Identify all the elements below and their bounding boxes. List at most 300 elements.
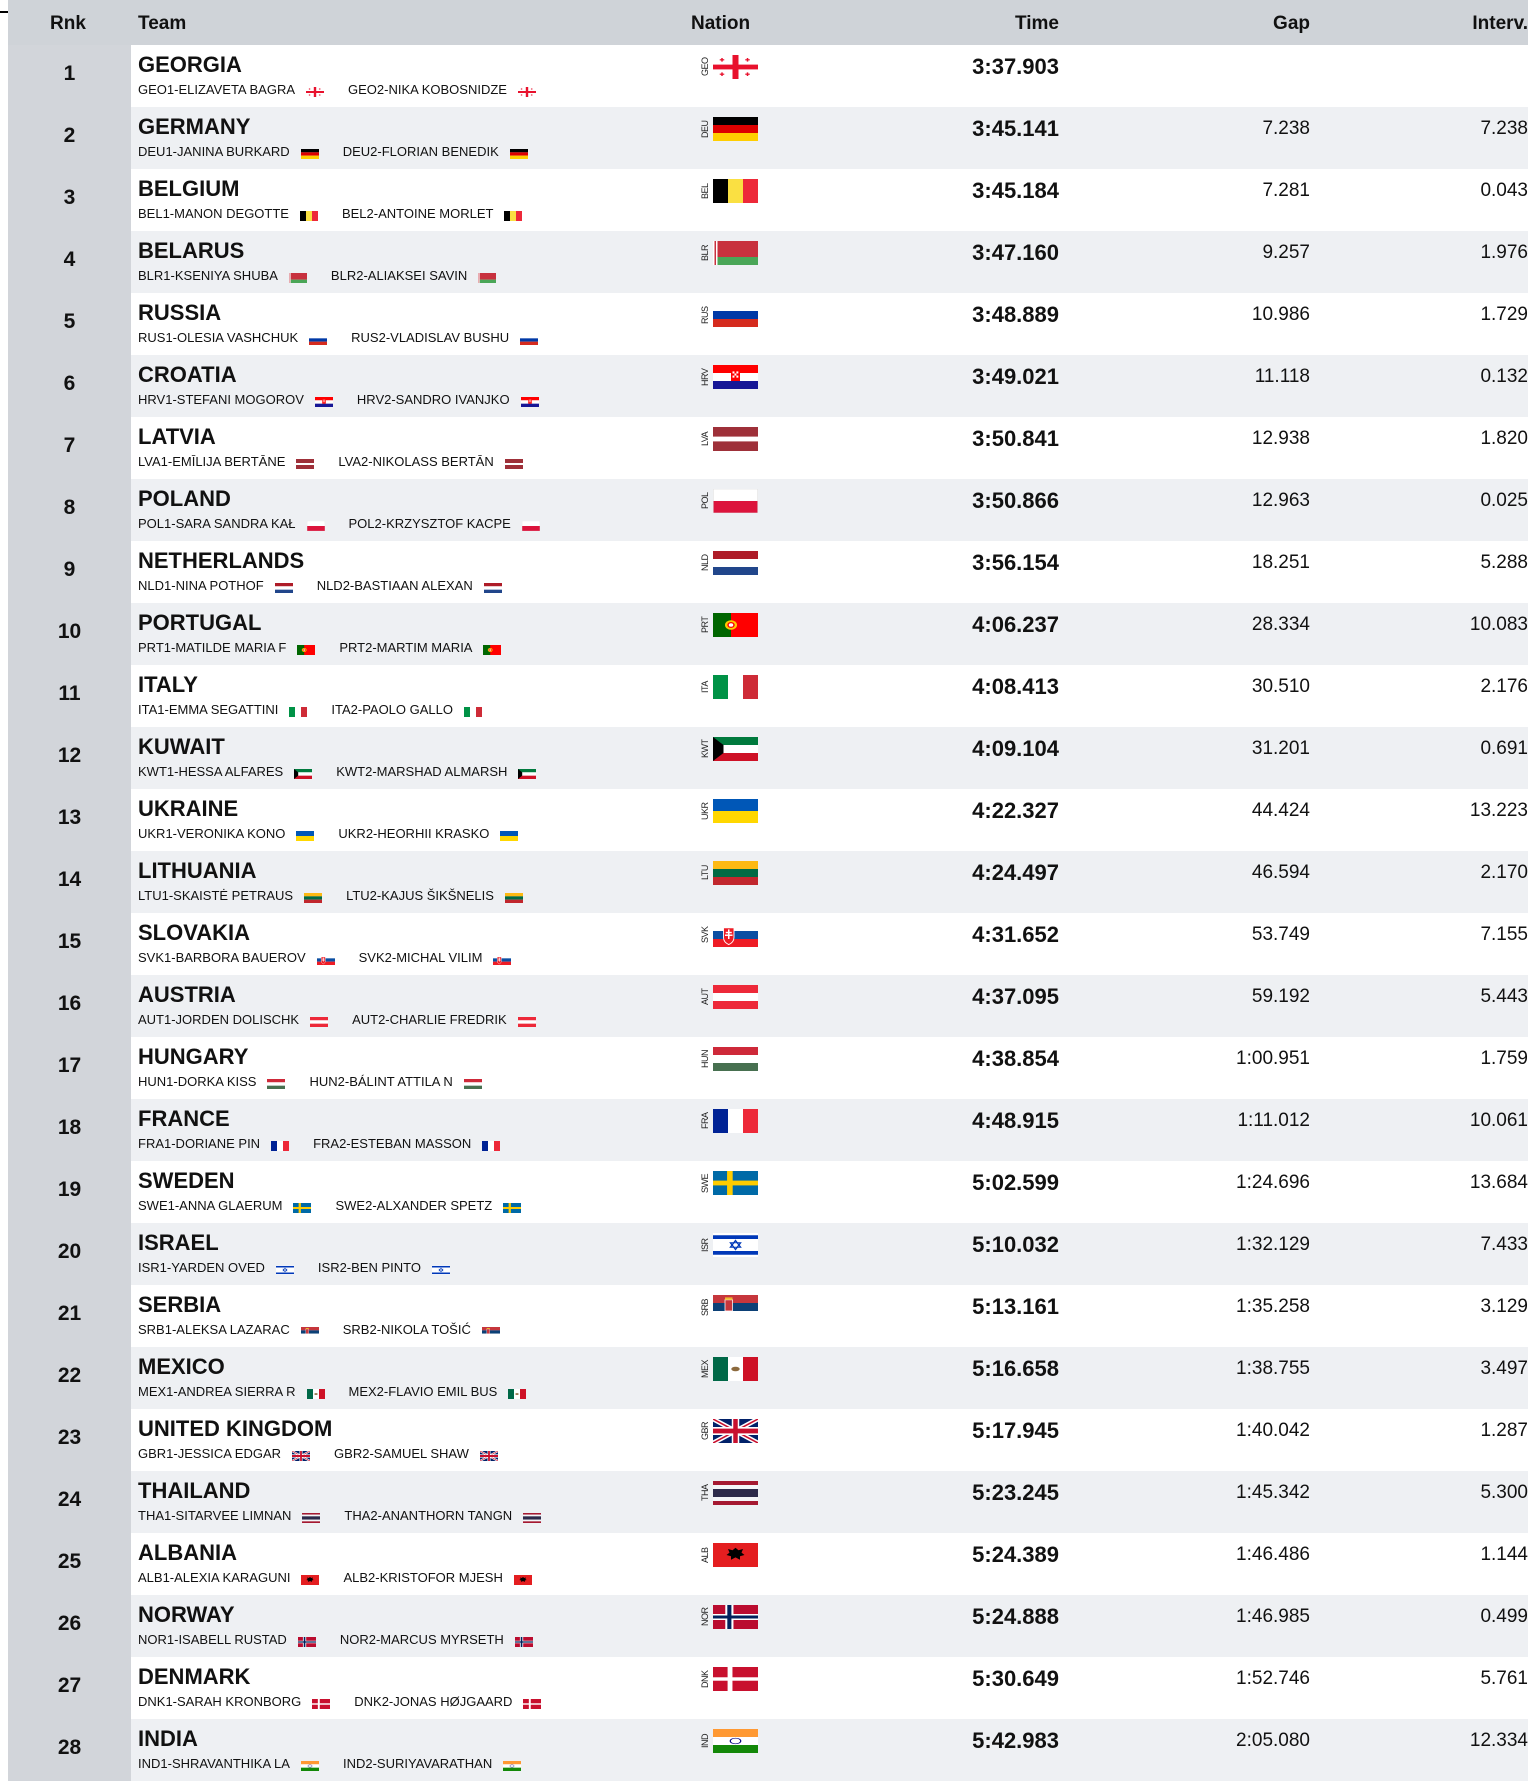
ukraine-flag-icon — [296, 829, 314, 839]
israel-flag-icon — [432, 1263, 450, 1273]
member-name: THA1-SITARVEE LIMNAN — [138, 1508, 292, 1523]
team-members — [138, 640, 501, 655]
team-members — [138, 330, 538, 345]
russia-flag-icon — [309, 333, 327, 343]
member-name: ALB1-ALEXIA KARAGUNI — [138, 1570, 291, 1585]
interval-value: 2.176 — [1480, 676, 1528, 697]
slovakia-flag-icon — [713, 923, 758, 947]
latvia-flag-icon — [713, 427, 758, 451]
team-name: LITHUANIA — [138, 858, 257, 883]
nation-code: KWT — [700, 739, 710, 759]
member-name: HRV1-STEFANI MOGOROV — [138, 392, 304, 407]
georgia-flag-icon — [518, 85, 536, 95]
team-name: MEXICO — [138, 1354, 225, 1379]
nation-cell — [701, 427, 758, 451]
nation-code: DEU — [700, 120, 710, 138]
poland-flag-icon — [307, 519, 325, 529]
rank: 17 — [57, 1054, 82, 1077]
rank: 16 — [57, 992, 82, 1015]
nation-code: HUN — [700, 1050, 710, 1068]
column-header-nation: Nation — [691, 13, 751, 34]
gap-value: 28.334 — [1251, 614, 1310, 635]
team-member-1 — [138, 454, 314, 469]
gap-value: 1:38.755 — [1236, 1358, 1310, 1379]
member-name: LTU2-KAJUS ŠIKŠNELIS — [346, 888, 494, 903]
interval-value: 1.759 — [1480, 1048, 1528, 1069]
team-members — [138, 1260, 450, 1275]
portugal-flag-icon — [713, 613, 758, 637]
rank: 9 — [63, 558, 76, 581]
croatia-flag-icon — [521, 395, 539, 405]
team-members — [138, 454, 523, 469]
nation-cell — [701, 799, 758, 823]
team-members — [138, 702, 482, 717]
table-row — [8, 603, 1528, 665]
nation-cell — [701, 365, 758, 389]
team-members — [138, 206, 522, 221]
rank: 19 — [57, 1178, 82, 1201]
member-name: PRT1-MATILDE MARIA F — [138, 640, 287, 655]
nation-cell — [701, 303, 758, 327]
time-value: 5:30.649 — [972, 1666, 1059, 1691]
nation-cell — [701, 1481, 758, 1505]
team-member-2 — [343, 144, 528, 159]
time-value: 5:23.245 — [972, 1480, 1059, 1505]
row-background — [131, 1719, 1528, 1781]
ukraine-flag-icon — [713, 799, 758, 823]
united-kingdom-flag-icon — [480, 1449, 498, 1459]
nation-cell — [701, 1729, 758, 1753]
table-row — [8, 1719, 1528, 1781]
team-member-1 — [138, 206, 318, 221]
table-row — [8, 727, 1528, 789]
india-flag-icon — [713, 1729, 758, 1753]
member-name: AUT2-CHARLIE FREDRIK — [352, 1012, 507, 1027]
netherlands-flag-icon — [484, 581, 502, 591]
team-member-1 — [138, 578, 293, 593]
germany-flag-icon — [510, 147, 528, 157]
serbia-flag-icon — [301, 1325, 319, 1335]
results-table-body — [8, 45, 1528, 1781]
france-flag-icon — [713, 1109, 758, 1133]
time-value: 4:37.095 — [972, 984, 1059, 1009]
mexico-flag-icon — [307, 1387, 325, 1397]
rank: 25 — [57, 1550, 82, 1573]
interval-value: 3.129 — [1480, 1296, 1528, 1317]
time-value: 3:48.889 — [972, 302, 1059, 327]
time-value: 5:13.161 — [972, 1294, 1059, 1319]
member-name: BLR2-ALIAKSEI SAVIN — [330, 268, 468, 283]
nation-code: UKR — [700, 802, 710, 820]
team-member-2 — [346, 888, 523, 903]
rank: 12 — [57, 744, 82, 767]
member-name: RUS2-VLADISLAV BUSHU — [351, 330, 510, 345]
team-member-2 — [359, 950, 512, 965]
team-name: BELGIUM — [138, 176, 240, 201]
france-flag-icon — [482, 1139, 500, 1149]
belarus-flag-icon — [713, 241, 758, 265]
gap-value: 1:35.258 — [1236, 1296, 1310, 1317]
member-name: GEO2-NIKA KOBOSNIDZE — [348, 82, 507, 97]
table-row — [8, 851, 1528, 913]
table-row — [8, 1657, 1528, 1719]
gap-value: 2:05.080 — [1236, 1730, 1310, 1751]
member-name: ITA2-PAOLO GALLO — [331, 702, 453, 717]
nation-cell — [701, 1357, 758, 1381]
team-member-2 — [343, 1322, 500, 1337]
nation-cell — [701, 489, 758, 513]
row-background — [131, 913, 1528, 975]
belgium-flag-icon — [713, 179, 758, 203]
member-name: KWT2-MARSHAD ALMARSH — [336, 764, 508, 779]
interval-value: 5.761 — [1480, 1668, 1528, 1689]
row-background — [131, 169, 1528, 231]
column-header-interval: Interv. — [1472, 13, 1528, 34]
interval-value: 0.499 — [1480, 1606, 1528, 1627]
member-name: MEX2-FLAVIO EMIL BUS — [348, 1384, 498, 1399]
interval-value: 13.223 — [1469, 800, 1528, 821]
team-members — [138, 888, 523, 903]
row-background — [131, 603, 1528, 665]
member-name: SVK1-BARBORA BAUEROV — [138, 950, 306, 965]
member-name: ISR2-BEN PINTO — [317, 1260, 421, 1275]
member-name: SRB1-ALEKSA LAZARAC — [138, 1322, 290, 1337]
gap-value: 12.963 — [1251, 490, 1310, 511]
member-name: ITA1-EMMA SEGATTINI — [138, 702, 279, 717]
member-name: IND1-SHRAVANTHIKA LA — [138, 1756, 290, 1771]
time-value: 3:50.866 — [972, 488, 1059, 513]
team-members — [138, 1570, 532, 1585]
russia-flag-icon — [520, 333, 538, 343]
time-value: 5:24.389 — [972, 1542, 1059, 1567]
rank: 23 — [57, 1426, 82, 1449]
interval-value: 1.729 — [1480, 304, 1528, 325]
nation-code: LTU — [700, 865, 710, 881]
member-name: SRB2-NIKOLA TOŠIĆ — [342, 1322, 471, 1337]
kuwait-flag-icon — [713, 737, 758, 761]
time-value: 3:45.141 — [972, 116, 1059, 141]
team-members — [138, 144, 528, 159]
latvia-flag-icon — [505, 457, 523, 467]
albania-flag-icon — [713, 1543, 758, 1567]
rank: 26 — [57, 1612, 82, 1635]
nation-code: GEO — [700, 57, 710, 77]
gap-value: 59.192 — [1251, 986, 1310, 1007]
norway-flag-icon — [515, 1635, 533, 1645]
gap-value: 30.510 — [1251, 676, 1310, 697]
column-header-gap: Gap — [1273, 13, 1310, 34]
nation-code: BEL — [700, 183, 710, 199]
table-row — [8, 231, 1528, 293]
nation-code: SRB — [700, 1298, 710, 1316]
time-value: 4:38.854 — [972, 1046, 1059, 1071]
team-members — [138, 1384, 526, 1399]
rank: 21 — [57, 1302, 82, 1325]
table-row — [8, 479, 1528, 541]
croatia-flag-icon — [315, 395, 333, 405]
lithuania-flag-icon — [713, 861, 758, 885]
team-name: PORTUGAL — [138, 610, 262, 635]
member-name: DEU1-JANINA BURKARD — [138, 144, 290, 159]
team-members — [138, 1136, 500, 1151]
team-member-1 — [138, 1508, 320, 1523]
row-background — [131, 1347, 1528, 1409]
row-background — [131, 1099, 1528, 1161]
italy-flag-icon — [464, 705, 482, 715]
nation-cell — [701, 1605, 758, 1629]
team-members — [138, 578, 502, 593]
interval-value: 5.288 — [1480, 552, 1528, 573]
table-row — [8, 169, 1528, 231]
austria-flag-icon — [518, 1015, 536, 1025]
member-name: KWT1-HESSA ALFARES — [138, 764, 284, 779]
mexico-flag-icon — [713, 1357, 758, 1381]
rank: 15 — [57, 930, 82, 953]
team-members — [138, 1322, 500, 1337]
denmark-flag-icon — [312, 1697, 330, 1707]
nation-code: DNK — [700, 1670, 710, 1688]
rank: 22 — [57, 1364, 82, 1387]
team-member-1 — [138, 1694, 330, 1709]
team-name: NORWAY — [138, 1602, 235, 1627]
team-member-2 — [338, 826, 518, 841]
member-name: NLD2-BASTIAAN ALEXAN — [316, 578, 473, 593]
interval-value: 3.497 — [1480, 1358, 1528, 1379]
nation-code: ISR — [700, 1238, 710, 1252]
nation-code: LVA — [700, 431, 710, 447]
rank: 8 — [63, 496, 76, 519]
interval-value: 13.684 — [1469, 1172, 1528, 1193]
time-value: 5:02.599 — [972, 1170, 1059, 1195]
team-name: GERMANY — [138, 114, 251, 139]
member-name: AUT1-JORDEN DOLISCHK — [138, 1012, 300, 1027]
team-members — [138, 764, 536, 779]
member-name: BLR1-KSENIYA SHUBA — [138, 268, 278, 283]
time-value: 5:24.888 — [972, 1604, 1059, 1629]
team-members — [138, 1508, 541, 1523]
team-member-1 — [138, 888, 322, 903]
rank: 14 — [57, 868, 82, 891]
gap-value: 46.594 — [1251, 862, 1310, 883]
team-member-1 — [138, 1384, 325, 1399]
rank: 1 — [63, 62, 76, 85]
india-flag-icon — [301, 1759, 319, 1769]
team-name: FRANCE — [138, 1106, 230, 1131]
nation-cell — [701, 551, 758, 575]
row-background — [131, 789, 1528, 851]
member-name: LVA2-NIKOLASS BERTĀN — [338, 454, 494, 469]
gap-value: 7.281 — [1262, 180, 1310, 201]
member-name: LTU1-SKAISTĖ PETRAUS — [138, 888, 294, 903]
georgia-flag-icon — [713, 55, 758, 79]
team-member-2 — [339, 640, 501, 655]
interval-value: 7.155 — [1480, 924, 1528, 945]
member-name: GEO1-ELIZAVETA BAGRA — [138, 82, 296, 97]
team-members — [138, 950, 511, 965]
member-name: POL2-KRZYSZTOF KACPE — [348, 516, 511, 531]
gap-value: 1:46.486 — [1236, 1544, 1310, 1565]
table-row — [8, 45, 1528, 107]
table-row — [8, 1409, 1528, 1471]
nation-cell — [701, 241, 758, 265]
member-name: BEL2-ANTOINE MORLET — [341, 206, 494, 221]
gap-value: 1:45.342 — [1236, 1482, 1310, 1503]
row-background — [131, 851, 1528, 913]
team-member-2 — [354, 1694, 541, 1709]
nation-cell — [701, 1171, 758, 1195]
interval-value: 7.238 — [1480, 118, 1528, 139]
team-member-2 — [348, 82, 536, 97]
team-name: SLOVAKIA — [138, 920, 251, 945]
nation-code: SVK — [700, 926, 710, 944]
row-background — [131, 1409, 1528, 1471]
austria-flag-icon — [310, 1015, 328, 1025]
russia-flag-icon — [713, 303, 758, 327]
team-member-2 — [335, 1198, 521, 1213]
gap-value: 11.118 — [1254, 366, 1310, 387]
team-member-1 — [138, 1756, 319, 1771]
belgium-flag-icon — [300, 209, 318, 219]
time-value: 4:08.413 — [972, 674, 1059, 699]
serbia-flag-icon — [713, 1295, 758, 1319]
united-kingdom-flag-icon — [292, 1449, 310, 1459]
team-members — [138, 268, 496, 283]
team-member-2 — [338, 454, 522, 469]
team-member-1 — [138, 1136, 289, 1151]
nation-code: GBR — [700, 1422, 710, 1441]
team-member-2 — [344, 1508, 541, 1523]
team-name: INDIA — [138, 1726, 198, 1751]
denmark-flag-icon — [713, 1667, 758, 1691]
table-row — [8, 1471, 1528, 1533]
table-row — [8, 417, 1528, 479]
team-member-1 — [138, 1198, 311, 1213]
interval-value: 2.170 — [1480, 862, 1528, 883]
rank: 6 — [63, 372, 76, 395]
gap-value: 1:40.042 — [1236, 1420, 1310, 1441]
member-name: HUN1-DORKA KISS — [138, 1074, 257, 1089]
column-header-rank: Rnk — [50, 13, 86, 34]
column-header-time: Time — [1014, 13, 1059, 34]
gap-value: 12.938 — [1251, 428, 1310, 449]
team-member-1 — [138, 640, 315, 655]
row-background — [131, 1533, 1528, 1595]
interval-value: 1.820 — [1480, 428, 1528, 449]
member-name: UKR2-HEORHII KRASKO — [338, 826, 490, 841]
nation-cell — [701, 861, 758, 885]
interval-value: 0.691 — [1480, 738, 1528, 759]
team-members — [138, 516, 540, 531]
team-member-1 — [138, 950, 335, 965]
team-name: ISRAEL — [138, 1230, 219, 1255]
nation-code: FRA — [700, 1112, 710, 1130]
interval-value: 10.083 — [1469, 614, 1528, 635]
time-value: 4:06.237 — [972, 612, 1059, 637]
lithuania-flag-icon — [304, 891, 322, 901]
norway-flag-icon — [713, 1605, 758, 1629]
rank: 2 — [63, 124, 76, 147]
mexico-flag-icon — [508, 1387, 526, 1397]
member-name: POL1-SARA SANDRA KAŁ — [138, 516, 296, 531]
belgium-flag-icon — [504, 209, 522, 219]
team-name: UNITED KINGDOM — [138, 1416, 333, 1441]
gap-value: 44.424 — [1251, 800, 1310, 821]
nation-code: RUS — [700, 306, 710, 324]
netherlands-flag-icon — [275, 581, 293, 591]
team-member-2 — [357, 392, 539, 407]
interval-value: 1.976 — [1480, 242, 1528, 263]
member-name: HUN2-BÁLINT ATTILA N — [309, 1074, 453, 1089]
nation-cell — [701, 1109, 758, 1133]
kuwait-flag-icon — [518, 767, 536, 777]
thailand-flag-icon — [302, 1511, 320, 1521]
member-name: DNK1-SARAH KRONBORG — [138, 1694, 302, 1709]
row-background — [131, 1161, 1528, 1223]
italy-flag-icon — [289, 705, 307, 715]
table-row — [8, 1161, 1528, 1223]
member-name: IND2-SURIYAVARATHAN — [342, 1756, 493, 1771]
team-member-1 — [138, 392, 333, 407]
team-name: POLAND — [138, 486, 231, 511]
belarus-flag-icon — [289, 271, 307, 281]
serbia-flag-icon — [482, 1325, 500, 1335]
time-value: 4:22.327 — [972, 798, 1059, 823]
team-members — [138, 1756, 521, 1771]
hungary-flag-icon — [713, 1047, 758, 1071]
team-member-2 — [317, 578, 502, 593]
interval-value: 1.144 — [1480, 1544, 1528, 1565]
sweden-flag-icon — [503, 1201, 521, 1211]
member-name: FRA2-ESTEBAN MASSON — [313, 1136, 472, 1151]
member-name: NOR1-ISABELL RUSTAD — [138, 1632, 287, 1647]
table-row — [8, 1595, 1528, 1657]
row-background — [131, 727, 1528, 789]
row-background — [131, 355, 1528, 417]
interval-value: 12.334 — [1469, 1730, 1528, 1751]
table-row — [8, 1223, 1528, 1285]
india-flag-icon — [503, 1759, 521, 1769]
time-value: 3:47.160 — [972, 240, 1059, 265]
rank: 24 — [57, 1488, 82, 1511]
slovakia-flag-icon — [317, 953, 335, 963]
team-member-1 — [138, 268, 307, 283]
team-member-2 — [340, 1632, 533, 1647]
member-name: MEX1-ANDREA SIERRA R — [138, 1384, 296, 1399]
albania-flag-icon — [514, 1573, 532, 1583]
team-members — [138, 392, 539, 407]
team-member-2 — [336, 764, 536, 779]
table-row — [8, 1037, 1528, 1099]
nation-code: AUT — [700, 988, 710, 1006]
team-member-1 — [138, 330, 327, 345]
team-member-1 — [138, 516, 325, 531]
israel-flag-icon — [713, 1233, 758, 1257]
member-name: GBR1-JESSICA EDGAR — [138, 1446, 282, 1461]
rank: 3 — [63, 186, 76, 209]
poland-flag-icon — [522, 519, 540, 529]
member-name: THA2-ANANTHORN TANGN — [344, 1508, 513, 1523]
gap-value: 18.251 — [1251, 552, 1310, 573]
germany-flag-icon — [301, 147, 319, 157]
rank: 10 — [57, 620, 82, 643]
team-member-2 — [331, 702, 482, 717]
nation-cell — [701, 1233, 758, 1257]
member-name: NLD1-NINA POTHOF — [138, 578, 264, 593]
row-background — [131, 1223, 1528, 1285]
nation-cell — [701, 1667, 758, 1691]
ukraine-flag-icon — [500, 829, 518, 839]
nation-code: THA — [700, 1484, 710, 1502]
